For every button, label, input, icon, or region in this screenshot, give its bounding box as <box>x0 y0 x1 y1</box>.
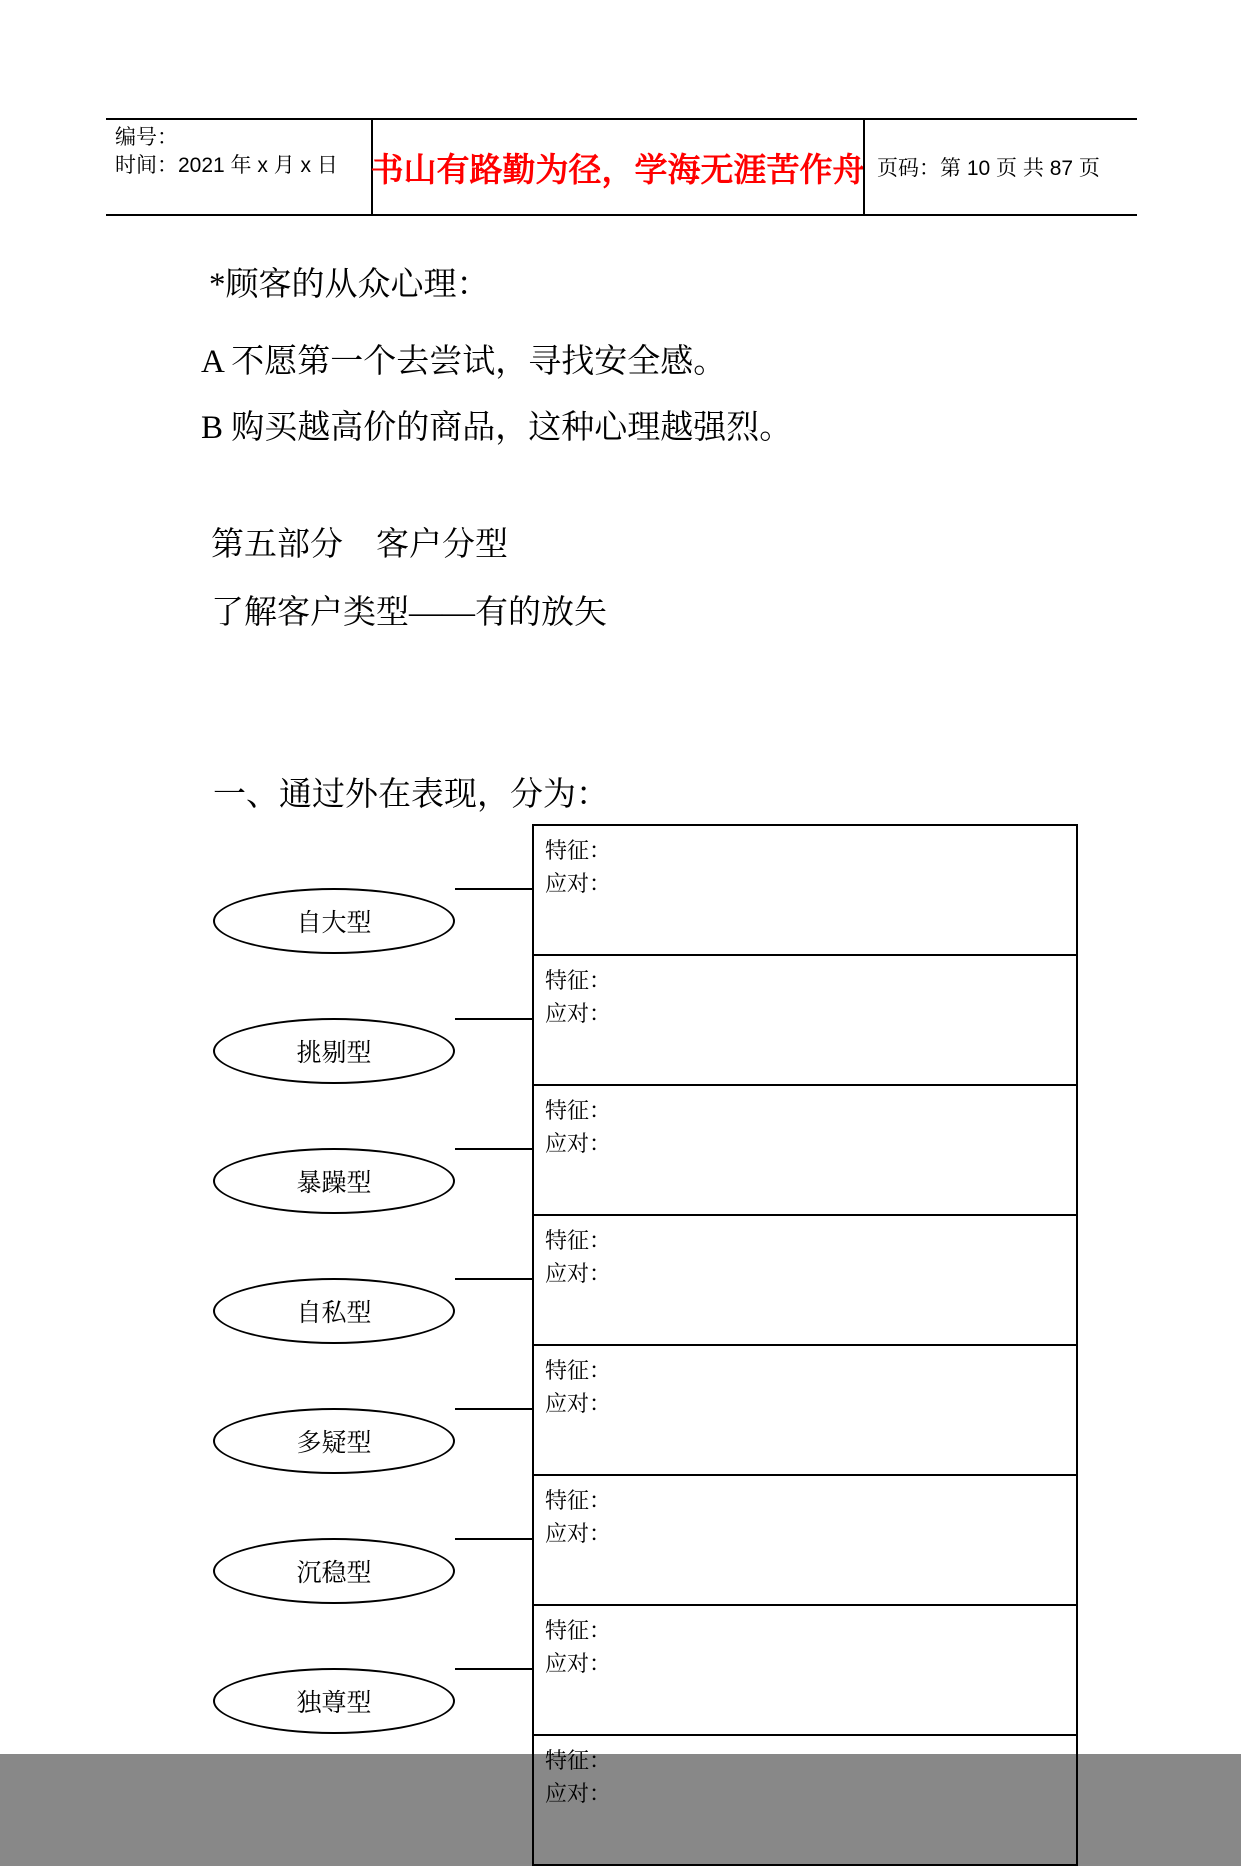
type-ellipse-dominant: 独尊型 <box>213 1668 455 1734</box>
connector-line-4 <box>455 1278 533 1280</box>
type-ellipse-irritable: 暴躁型 <box>213 1148 455 1214</box>
header-cell-meta <box>106 120 371 214</box>
feature-box-8-partial <box>534 1736 1076 1866</box>
header-cell-motto <box>370 120 866 214</box>
type-ellipse-selfish: 自私型 <box>213 1278 455 1344</box>
heading-classification-by-appearance: 一、通过外在表现，分为： <box>213 777 609 813</box>
connector-line-2 <box>455 1018 533 1020</box>
feature-label: 特征： <box>545 1748 612 1773</box>
connector-line-3 <box>455 1148 533 1150</box>
paragraph-point-a: A 不愿第一个去尝试，寻找安全感。 <box>201 344 727 380</box>
paragraph-herd-mentality: *顾客的从众心理： <box>209 267 490 303</box>
response-label: 应对： <box>545 1131 612 1156</box>
feature-label: 特征： <box>545 838 612 863</box>
doc-date-line: 时间：2021 年 x 月 x 日 <box>115 154 338 177</box>
motto-text: 书山有路勤为径，学海无涯苦作舟 <box>370 152 866 189</box>
heading-part-five: 第五部分 客户分型 <box>211 527 508 563</box>
feature-label: 特征： <box>545 1618 612 1643</box>
response-label: 应对： <box>545 1781 612 1806</box>
connector-line-5 <box>455 1408 533 1410</box>
feature-box-2 <box>534 956 1076 1086</box>
feature-box-4 <box>534 1216 1076 1346</box>
feature-box-7 <box>534 1606 1076 1736</box>
feature-box-1 <box>534 826 1076 956</box>
connector-line-7 <box>455 1668 533 1670</box>
feature-box-column <box>532 824 1078 1866</box>
response-label: 应对： <box>545 1001 612 1026</box>
feature-label: 特征： <box>545 968 612 993</box>
feature-box-6 <box>534 1476 1076 1606</box>
feature-label: 特征： <box>545 1098 612 1123</box>
response-label: 应对： <box>545 1261 612 1286</box>
header-cell-page <box>863 120 1137 214</box>
paragraph-point-b: B 购买越高价的商品，这种心理越强烈。 <box>201 410 793 446</box>
response-label: 应对： <box>545 1651 612 1676</box>
feature-label: 特征： <box>545 1358 612 1383</box>
page-number-info: 页码：第 10 页 共 87 页 <box>877 157 1100 180</box>
response-label: 应对： <box>545 871 612 896</box>
feature-box-5 <box>534 1346 1076 1476</box>
type-ellipse-calm: 沉稳型 <box>213 1538 455 1604</box>
connector-line-6 <box>455 1538 533 1540</box>
feature-box-3 <box>534 1086 1076 1216</box>
heading-know-customer-types: 了解客户类型——有的放矢 <box>211 595 607 631</box>
type-ellipse-picky: 挑剔型 <box>213 1018 455 1084</box>
connector-line-1 <box>455 888 533 890</box>
feature-label: 特征： <box>545 1488 612 1513</box>
header-table <box>106 118 1137 216</box>
response-label: 应对： <box>545 1391 612 1416</box>
type-ellipse-arrogant: 自大型 <box>213 888 455 954</box>
feature-label: 特征： <box>545 1228 612 1253</box>
response-label: 应对： <box>545 1521 612 1546</box>
type-ellipse-suspicious: 多疑型 <box>213 1408 455 1474</box>
doc-number-label: 编号： <box>115 126 178 149</box>
